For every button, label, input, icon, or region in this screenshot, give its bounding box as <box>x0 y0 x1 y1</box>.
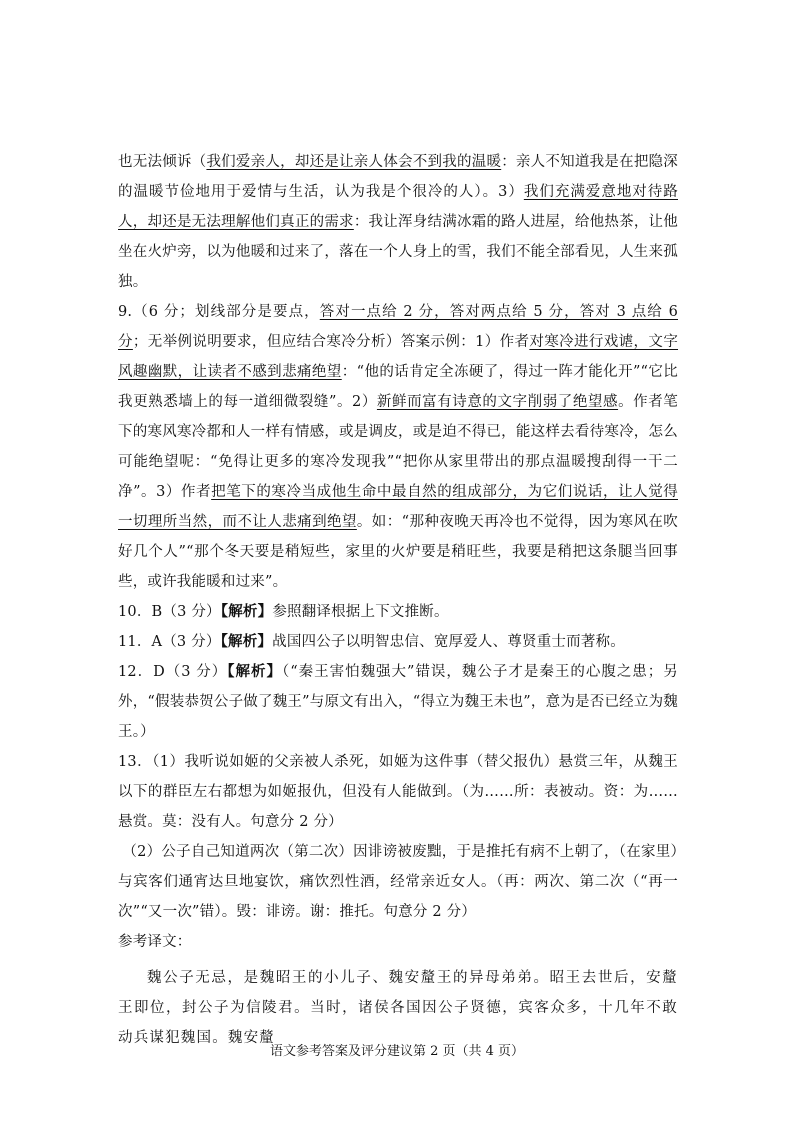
answer-prefix: 10．B（3 分） <box>118 604 221 620</box>
answer-content <box>118 147 678 1053</box>
text: 。作者笔下的寒风寒冷都和人一样有情感，或是调皮，或是迫不得已，能这样去看待寒冷，怎么可能绝望呢：“免得让更多的寒冷发现我”“把你从家里带出的那点温暖搜刮得一干二净”。3）作者 <box>118 394 678 500</box>
translation-label: 参考译文： <box>118 934 192 950</box>
text: ：我让浑身结满冰霜的路人进屋，给他热茶，让他坐在火炉旁，以为他暖和过来了，落在一个人身上的雪，我们不能全部看见，人生来孤独。 <box>118 214 678 290</box>
key-point: 把笔下的寒冷当成他生命中最自然的组成部分，为它们说话，让人觉得一切理所当然，而不让人悲痛到绝望 <box>118 484 678 530</box>
answer-12 <box>118 657 678 747</box>
key-point: 我们爱亲人，却还是让亲人体会不到我的温暖 <box>206 154 502 170</box>
answer-13-part-2: （2）公子自己知道两次（第二次）因诽谤被废黜，于是推托有病不上朝了，（在家里）与宾客们通宵达旦地宴饮，痛饮烈性酒，经常亲近女人。（再：两次、第二次（“再一次”“又一次”错）。毁：诽谤。谢：推托。句意分 2 分） <box>118 844 678 920</box>
text: ：“他的话肯定全冻硬了，得过一阵才能化开”“它比我更熟悉墙上的每一道细微裂缝”。2） <box>118 364 678 410</box>
answer-9 <box>118 297 678 597</box>
key-point: 我们充满爱意地对待路人，却还是无法理解他们真正的需求 <box>118 184 678 230</box>
analysis-tag: 【解析】 <box>227 663 282 680</box>
analysis-text: 战国四公子以明智忠信、宽厚爱人、尊贤重士而著称。 <box>272 634 625 650</box>
page-footer: 语文参考答案及评分建议第 2 页（共 4 页） <box>269 1044 525 1059</box>
analysis-tag: 【解析】 <box>220 633 273 650</box>
text: 也无法倾诉（ <box>118 154 207 170</box>
scoring-rule: 答对一点给 2 分，答对两点给 5 分，答对 3 点给 6 分 <box>118 304 679 350</box>
answer-13-part-1: 13．（1）我听说如姬的父亲被人杀死，如姬为这件事（替父报仇）悬赏三年，从魏王以下的群臣左右都想为如姬报仇，但没有人能做到。（为……所：表被动。资：为……悬赏。莫：没有人。句意分 2 分） <box>118 754 678 830</box>
answer-prefix: 12．D（3 分） <box>118 664 228 680</box>
answer-8-continued <box>118 147 678 297</box>
analysis-tag: 【解析】 <box>220 603 273 620</box>
text: ；无举例说明要求，但应结合寒冷分析）答案示例：1）作者 <box>132 334 530 350</box>
key-point: 新鲜而富有诗意的文字削弱了绝望感 <box>376 394 619 410</box>
answer-11 <box>118 627 678 657</box>
answer-10 <box>118 597 678 627</box>
analysis-text: （“秦王害怕魏强大”错误，魏公子才是秦王的心腹之患；另外，“假装恭贺公子做了魏王”与原文有出入，“得立为魏王未也”，意为是否已经立为魏王。） <box>118 664 678 740</box>
key-point: 对寒冷进行戏谑，文字风趣幽默，让读者不感到悲痛绝望 <box>118 334 679 380</box>
analysis-text: 参照翻译根据上下文推断。 <box>272 604 449 620</box>
text: 。如：“那种夜晚天再冷也不觉得，因为寒风在吹好几个人”“那个冬天要是稍短些，家里的火炉要是稍旺些，我要是稍把这条腿当回事些，或许我能暖和过来”。 <box>118 514 679 590</box>
text: 9.（6 分；划线部分是要点， <box>118 304 320 320</box>
answer-prefix: 11．A（3 分） <box>118 634 221 650</box>
translation-text: 魏公子无忌，是魏昭王的小儿子、魏安釐王的异母弟弟。昭王去世后，安釐王即位，封公子为信陵君。当时，诸侯各国因公子贤德，宾客众多，十几年不敢动兵谋犯魏国。魏安釐 <box>118 970 678 1046</box>
text: ：亲人不知道我是在把隐深的温暖节俭地用于爱情与生活，认为我是个很冷的人）。3） <box>118 154 678 200</box>
